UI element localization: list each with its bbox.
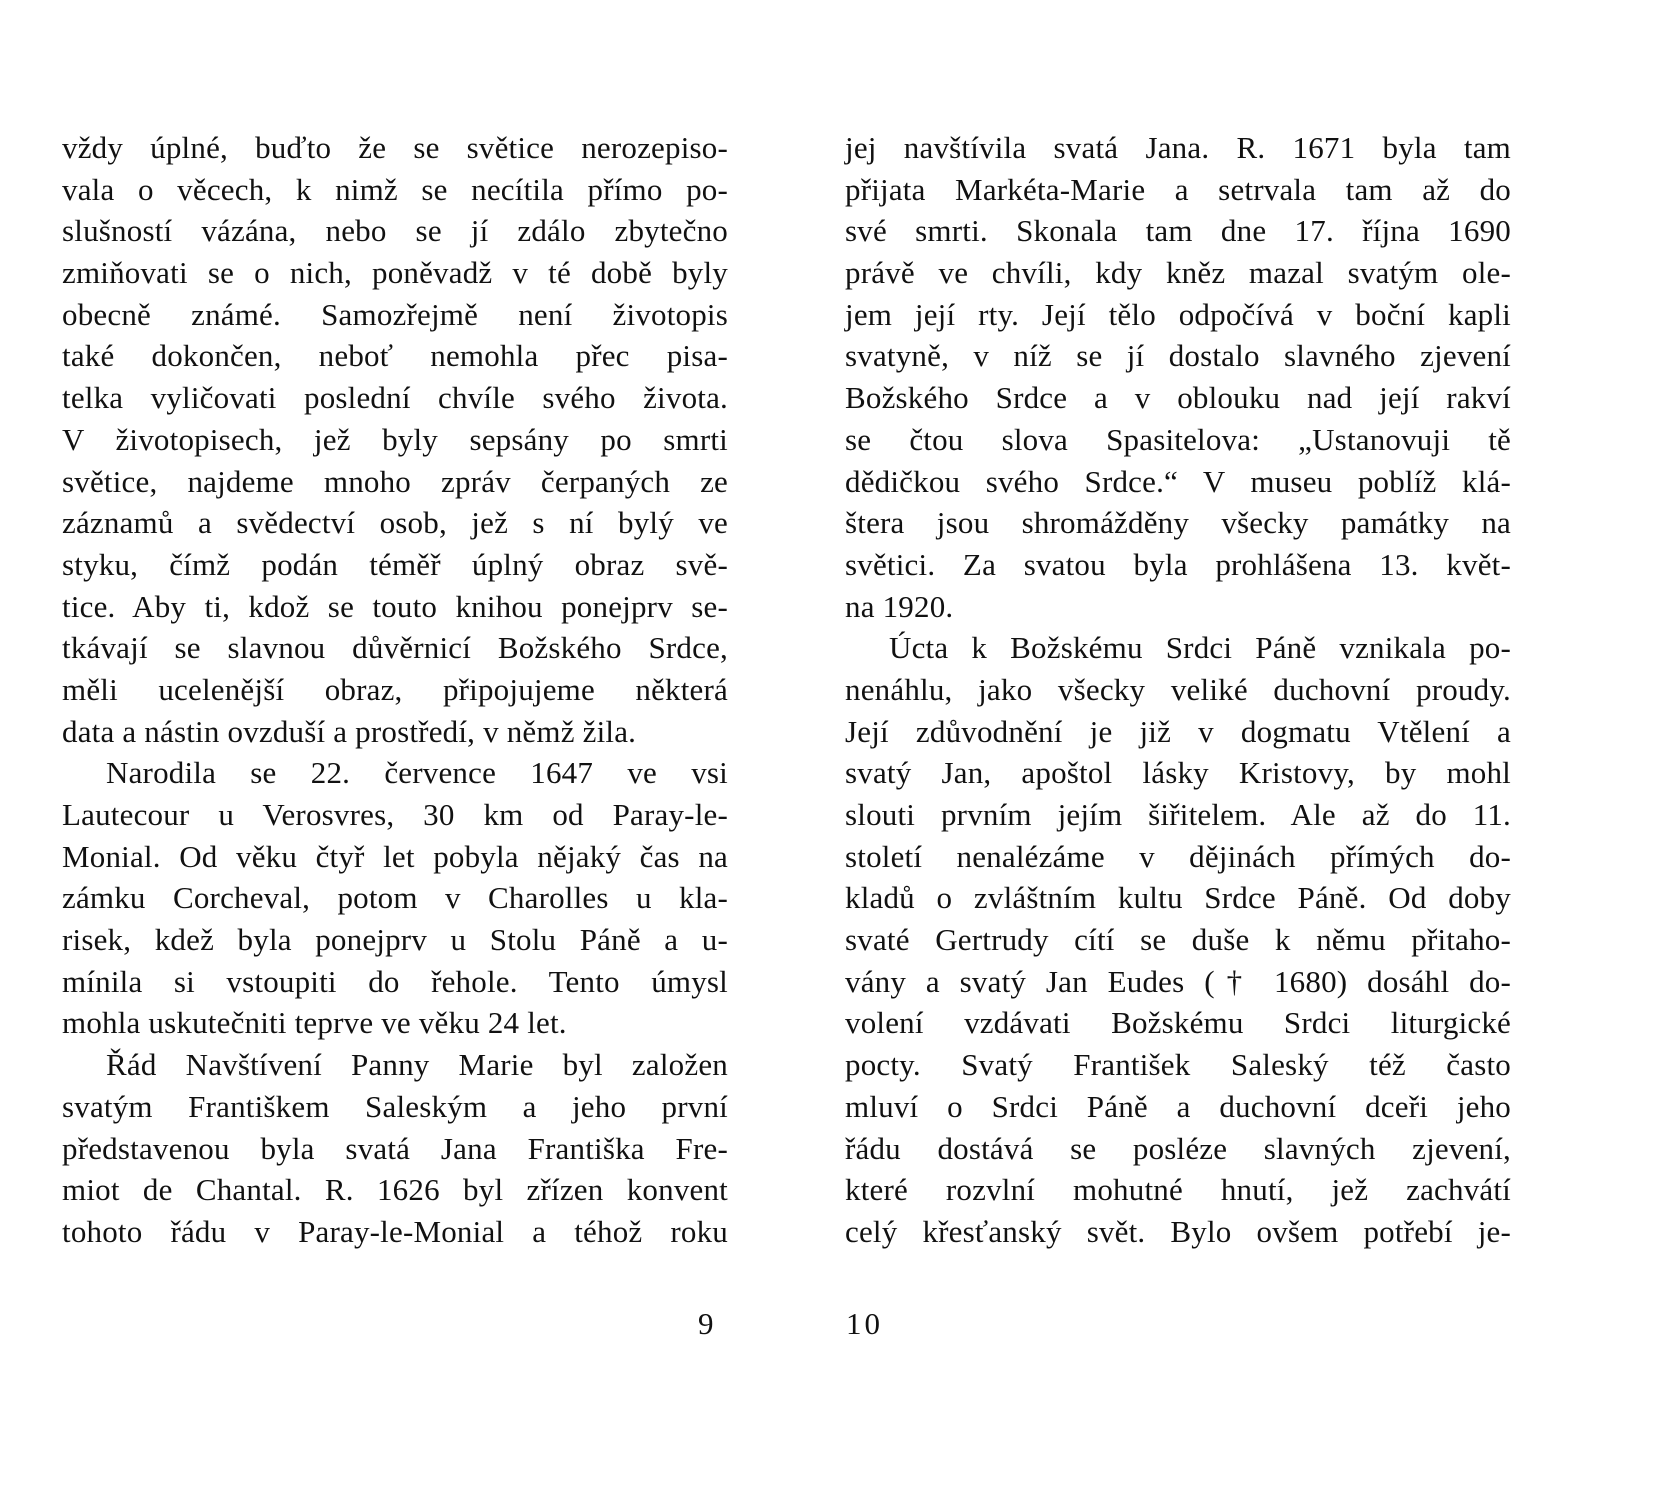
text-line: Řád Navštívení Panny Marie byl založen bbox=[106, 1047, 728, 1083]
text-line: vány a svatý Jan Eudes († 1680) dosáhl do- bbox=[845, 963, 1511, 999]
text-line: slouti prvním jejím šiřitelem. Ale až do 11. bbox=[845, 797, 1511, 832]
text-line: vala o věcech, k nimž se necítila přímo po- bbox=[62, 171, 728, 207]
text-line: zmiňovati se o nich, poněvadž v té době byly bbox=[62, 255, 728, 291]
text-line: jej navštívila svatá Jana. R. 1671 byla tam bbox=[845, 130, 1511, 165]
text-line: tohoto řádu v Paray-le-Monial a téhož roku bbox=[62, 1213, 728, 1249]
text-line: Božského Srdce a v oblouku nad její rakví bbox=[845, 380, 1511, 416]
text-line: nenáhlu, jako všecky veliké duchovní proudy. bbox=[845, 671, 1511, 707]
text-line: také dokončen, neboť nemohla přec pisa- bbox=[62, 338, 728, 374]
text-line: měli ucelenější obraz, připojujeme některá bbox=[62, 671, 728, 707]
page-number-left: 9 bbox=[698, 1306, 714, 1341]
text-line: Úcta k Božskému Srdci Páně vznikala po- bbox=[889, 630, 1511, 666]
text-line: volení vzdávati Božskému Srdci liturgické bbox=[845, 1005, 1511, 1041]
text-line: telka vyličovati poslední chvíle svého života. bbox=[62, 380, 728, 416]
text-line: risek, kdež byla ponejprv u Stolu Páně a u- bbox=[62, 922, 728, 958]
text-line: dědičkou svého Srdce.“ V museu poblíž klá- bbox=[845, 463, 1511, 499]
text-line: styku, čímž podán téměř úplný obraz svě- bbox=[62, 546, 728, 582]
text-line: svatyně, v níž se jí dostalo slavného zjevení bbox=[845, 338, 1511, 374]
text-line: svatý Jan, apoštol lásky Kristovy, by mohl bbox=[845, 755, 1511, 791]
text-line: které rozvlní mohutné hnutí, jež zachvátí bbox=[845, 1172, 1511, 1208]
text-line: zámku Corcheval, potom v Charolles u kla- bbox=[62, 880, 728, 916]
text-line: světici. Za svatou byla prohlášena 13. květ- bbox=[845, 546, 1511, 582]
text-line: data a nástin ovzduší a prostředí, v němž žila. bbox=[62, 713, 637, 749]
text-line: představenou byla svatá Jana Františka Fre- bbox=[62, 1130, 728, 1166]
text-line: záznamů a svědectví osob, jež s ní bylý ve bbox=[62, 505, 728, 541]
text-line: štera jsou shromážděny všecky památky na bbox=[845, 505, 1511, 541]
text-line: Narodila se 22. července 1647 ve vsi bbox=[106, 755, 728, 791]
text-line: světice, najdeme mnoho zpráv čerpaných ze bbox=[62, 463, 728, 499]
text-line: obecně známé. Samozřejmě není životopis bbox=[62, 296, 728, 332]
text-line: mohla uskutečniti teprve ve věku 24 let. bbox=[62, 1005, 567, 1041]
left-page-text bbox=[62, 127, 728, 1253]
text-line: miot de Chantal. R. 1626 byl zřízen konvent bbox=[62, 1172, 728, 1208]
text-line: řádu dostává se posléze slavných zjevení, bbox=[845, 1130, 1511, 1166]
text-line: mínila si vstoupiti do řehole. Tento úmysl bbox=[62, 963, 728, 999]
text-line: svatým Františkem Saleským a jeho první bbox=[62, 1088, 728, 1124]
page-number-right: 10 bbox=[846, 1306, 883, 1341]
text-line: právě ve chvíli, kdy kněz mazal svatým ole- bbox=[845, 255, 1511, 291]
text-line: jem její rty. Její tělo odpočívá v boční kapli bbox=[845, 296, 1511, 332]
text-line: mluví o Srdci Páně a duchovní dceři jeho bbox=[845, 1088, 1511, 1124]
text-line: tkávají se slavnou důvěrnicí Božského Srdce, bbox=[62, 630, 728, 666]
text-line: slušností vázána, nebo se jí zdálo zbytečno bbox=[62, 213, 728, 249]
text-line: vždy úplné, buďto že se světice nerozepiso- bbox=[62, 130, 728, 165]
text-line: Její zdůvodnění je již v dogmatu Vtělení a bbox=[845, 713, 1511, 749]
right-page-text bbox=[845, 127, 1511, 1253]
text-line: Lautecour u Verosvres, 30 km od Paray-le- bbox=[62, 797, 728, 832]
text-line: Monial. Od věku čtyř let pobyla nějaký čas na bbox=[62, 838, 728, 874]
text-line: tice. Aby ti, kdož se touto knihou ponejprv se- bbox=[62, 588, 728, 624]
text-line: celý křesťanský svět. Bylo ovšem potřebí je- bbox=[845, 1213, 1511, 1249]
text-line: pocty. Svatý František Saleský též často bbox=[845, 1047, 1511, 1083]
text-line: na 1920. bbox=[845, 588, 954, 624]
text-line: své smrti. Skonala tam dne 17. října 1690 bbox=[845, 213, 1511, 249]
text-line: svaté Gertrudy cítí se duše k němu přitaho- bbox=[845, 922, 1511, 958]
text-line: kladů o zvláštním kultu Srdce Páně. Od doby bbox=[845, 880, 1511, 916]
text-line: století nenalézáme v dějinách přímých do- bbox=[845, 838, 1511, 874]
text-line: V životopisech, jež byly sepsány po smrti bbox=[62, 421, 728, 457]
text-line: se čtou slova Spasitelova: „Ustanovuji tě bbox=[845, 421, 1511, 457]
text-line: přijata Markéta-Marie a setrvala tam až do bbox=[845, 171, 1511, 207]
